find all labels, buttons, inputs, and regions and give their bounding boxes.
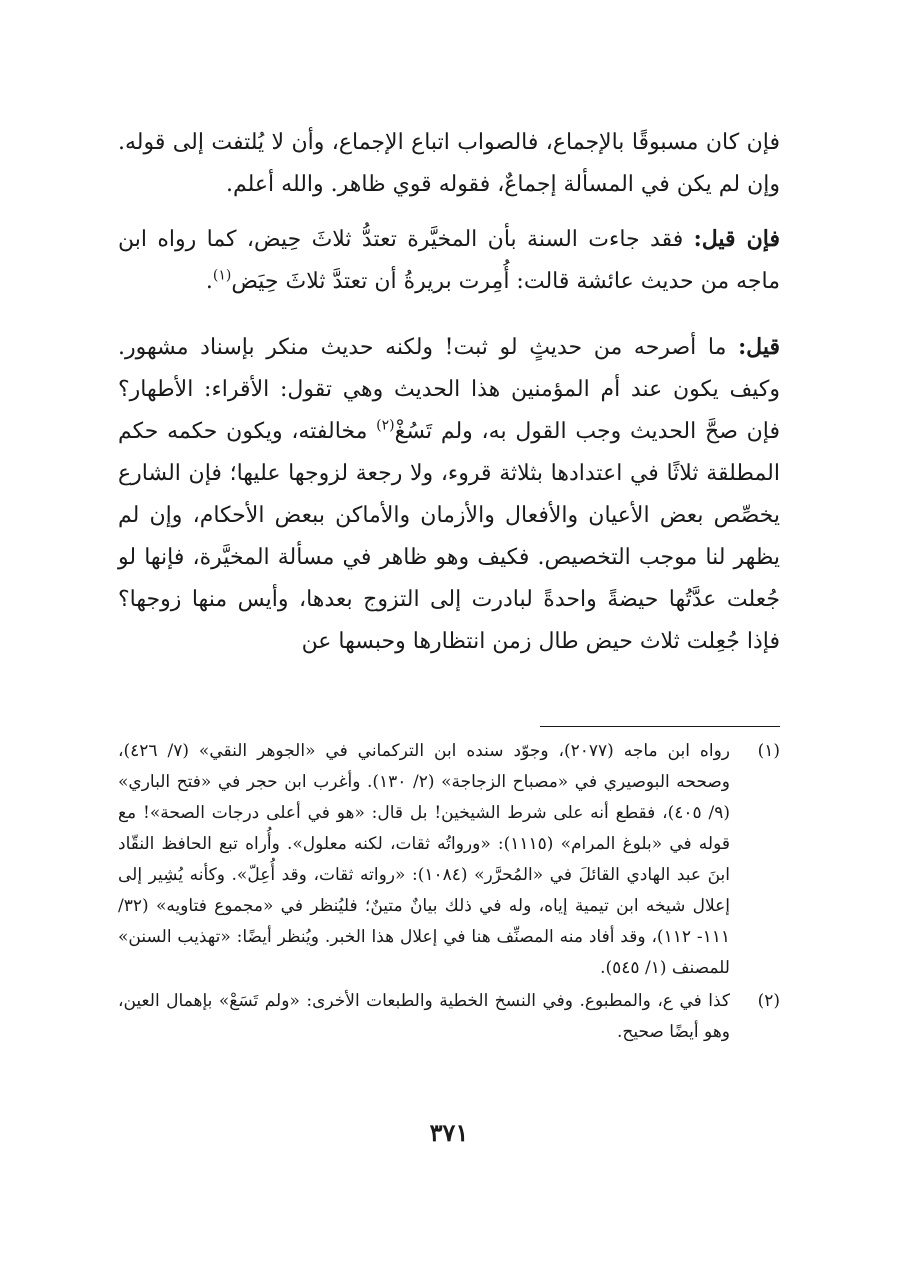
footnotes (118, 736, 780, 1048)
paragraph-3 (118, 326, 780, 663)
footnote-1-text: رواه ابن ماجه (٢٠٧٧)، وجوّد سنده ابن التركماني في «الجوهر النقي» (٧/ ٤٢٦)، وصححه البوصيري في «مصباح الزجاجة» (٢/ ١٣٠). وأغرب ابن حجر في «فتح الباري» (٩/ ٤٠٥)، فقطع أنه على شرط الشيخين! بل قال: «هو في أعلى درجات الصحة»! مع قوله في «بلوغ المرام» (١١١٥): «ورواتُه ثقات، لكنه معلول». وأُراه تبع الحافظ النقّاد ابنَ عبد الهادي القائلَ في «المُحرَّر» (١٠٨٤): «رواته ثقات، وقد أُعِلّ». وكأنه يُشِير إلى إعلال شيخه ابن تيمية إياه، وله في ذلك بيانٌ متينٌ؛ فليُنظر في «مجموع فتاويه» (٣٢/ ١١١- ١١٢)، وقد أفاد منه المصنِّف هنا في إعلال هذا الخبر. ويُنظر أيضًا: «تهذيب السنن» للمصنف (١/ ٥٤٥). (118, 741, 731, 978)
paragraph-3-text-1: ما أصرحه من حديثٍ لو ثبت! ولكنه حديث منكر بإسناد مشهور. وكيف يكون عند أم المؤمنين هذا الحديث وهي تقول: الأقراء: الأطهار؟ فإن صحَّ الحديث وجب القول به، ولم تَسُغْ (118, 335, 781, 444)
footnote-2-number: (٢) (757, 991, 780, 1011)
paragraph-3-lead: قيل: (738, 334, 780, 360)
paragraph-2-end: . (205, 269, 213, 294)
paragraph-1-text: فإن كان مسبوقًا بالإجماع، فالصواب اتباع الإجماع، وأن لا يُلتفت إلى قوله. وإن لم يكن في المسألة إجماعٌ، فقوله قوي ظاهر. والله أعلم. (118, 130, 780, 197)
footnote-1 (118, 736, 780, 984)
paragraph-2-lead: فإن قيل: (693, 226, 780, 252)
book-page (118, 122, 780, 1222)
paragraph-2-text: فقد جاءت السنة بأن المخيَّرة تعتدُّ ثلاثَ حِيض، كما رواه ابن ماجه من حديث عائشة قالت: أُمِرت بريرةُ أن تعتدَّ ثلاثَ حِيَض (118, 227, 780, 294)
page-number: ٣٧١ (429, 1118, 469, 1147)
paragraph-2 (118, 218, 780, 303)
footnote-2-text: كذا في ع، والمطبوع. وفي النسخ الخطية والطبعات الأخرى: «ولم تَسَعْ» بإهمال العين، وهو أيضًا صحيح. (118, 991, 730, 1042)
paragraph-1 (118, 122, 780, 206)
footnote-1-number: (١) (757, 741, 780, 761)
footnote-ref-2[interactable]: (٢) (376, 417, 395, 434)
footnote-separator (540, 726, 780, 727)
footnote-2 (118, 986, 780, 1048)
paragraph-3-text-2: مخالفته، ويكون حكمه حكم المطلقة ثلاثًا في اعتدادها بثلاثة قروء، ولا رجعة لزوجها عليها؛ فإن الشارع يخصِّص بعض الأعيان والأفعال والأزمان والأماكن ببعض الأحكام، وإن لم يظهر لنا موجب التخصيص. فكيف وهو ظاهر في مسألة المخيَّرة، فإنها لو جُعلت عدَّتُها حيضةً واحدةً لبادرت إلى التزوج بعدها، وأيس منها زوجها؟ فإذا جُعِلت ثلاث حيض طال زمن انتظارها وحبسها عن (118, 419, 780, 654)
footnote-ref-1[interactable]: (١) (212, 267, 232, 284)
